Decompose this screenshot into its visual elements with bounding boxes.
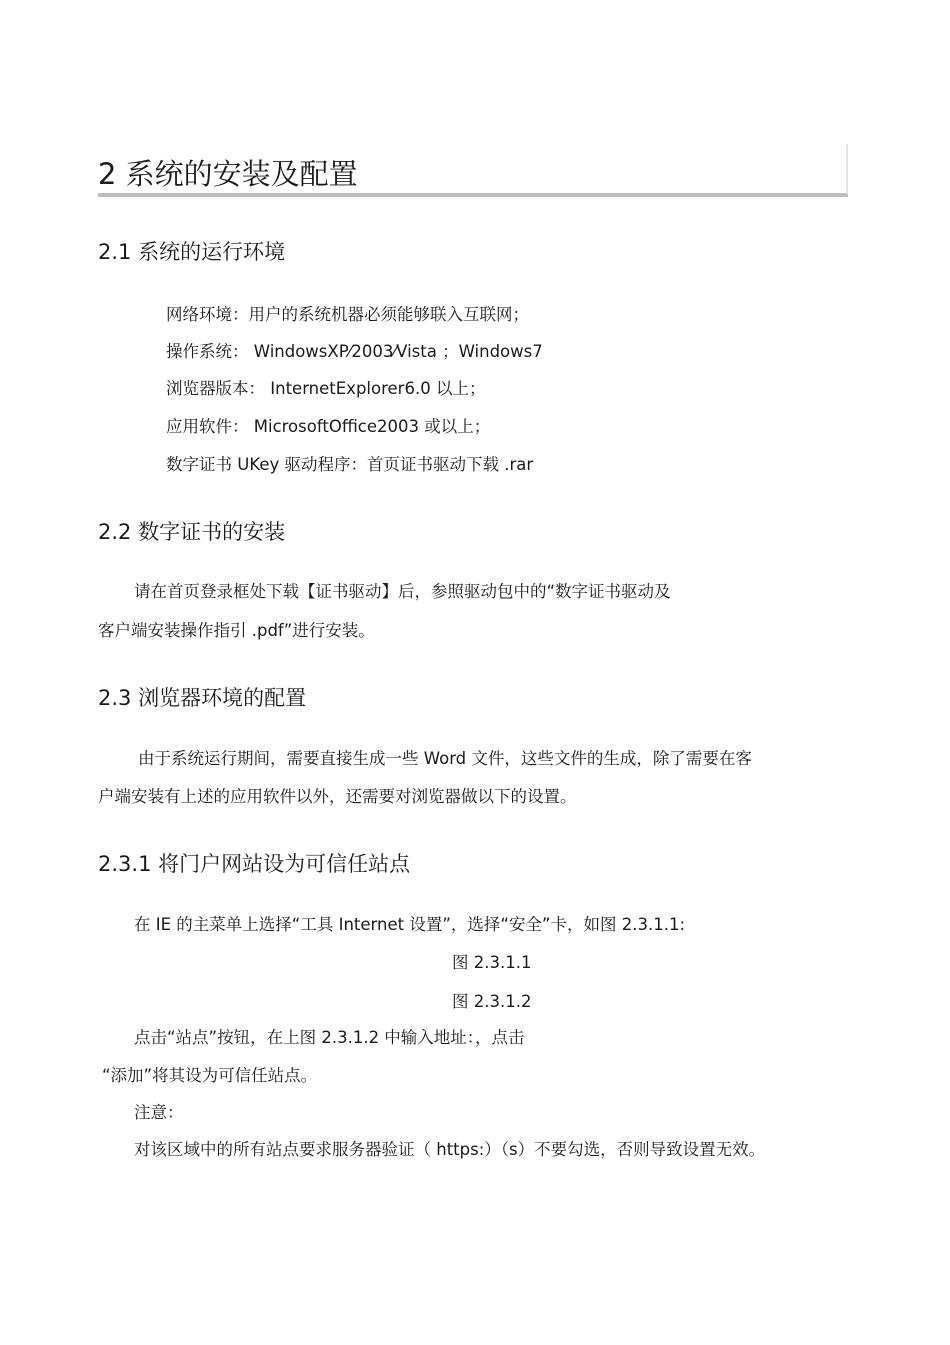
subsection-heading-2-3-1: 2.3.1 将门户网站设为可信任站点 bbox=[98, 852, 411, 876]
heading-side-line bbox=[846, 144, 848, 194]
env-os: 操作系统： WindowsXP⁄2003⁄Vista ；Windows7 bbox=[166, 342, 543, 361]
note-label: 注意： bbox=[134, 1103, 184, 1122]
heading-rule bbox=[98, 193, 848, 197]
trusted-site-step-1: 点击“站点”按钮，在上图 2.3.1.2 中输入地址：，点击 bbox=[134, 1028, 525, 1047]
figure-caption-1: 图 2.3.1.1 bbox=[452, 953, 532, 972]
env-network: 网络环境：用户的系统机器必须能够联入互联网； bbox=[166, 305, 529, 324]
subsection-heading-2-2: 2.2 数字证书的安装 bbox=[98, 520, 286, 544]
browser-config-line-1: 由于系统运行期间，需要直接生成一些 Word 文件，这些文件的生成，除了需要在客 bbox=[138, 749, 752, 768]
figure-caption-2: 图 2.3.1.2 bbox=[452, 992, 532, 1011]
subsection-heading-2-3: 2.3 浏览器环境的配置 bbox=[98, 686, 307, 710]
cert-install-line-2: 客户端安装操作指引 .pdf”进行安装。 bbox=[98, 621, 375, 640]
cert-install-line-1: 请在首页登录框处下载【证书驱动】后，参照驱动包中的“数字证书驱动及 bbox=[134, 582, 671, 601]
env-certificate: 数字证书 UKey 驱动程序：首页证书驱动下载 .rar bbox=[166, 455, 534, 474]
trusted-site-intro: 在 IE 的主菜单上选择“工具 Internet 设置”，选择“安全”卡，如图 2.3.1.1: bbox=[134, 915, 686, 934]
browser-config-line-2: 户端安装有上述的应用软件以外，还需要对浏览器做以下的设置。 bbox=[98, 787, 577, 806]
subsection-heading-2-1: 2.1 系统的运行环境 bbox=[98, 240, 286, 264]
note-text: 对该区域中的所有站点要求服务器验证（ https:）（s）不要勾选，否则导致设置无效。 bbox=[134, 1140, 766, 1159]
section-heading: 2 系统的安装及配置 bbox=[98, 157, 358, 191]
trusted-site-step-2: “添加”将其设为可信任站点。 bbox=[102, 1066, 318, 1085]
env-software: 应用软件： MicrosoftOffice2003 或以上； bbox=[166, 417, 491, 436]
env-browser: 浏览器版本： InternetExplorer6.0 以上； bbox=[166, 379, 486, 398]
